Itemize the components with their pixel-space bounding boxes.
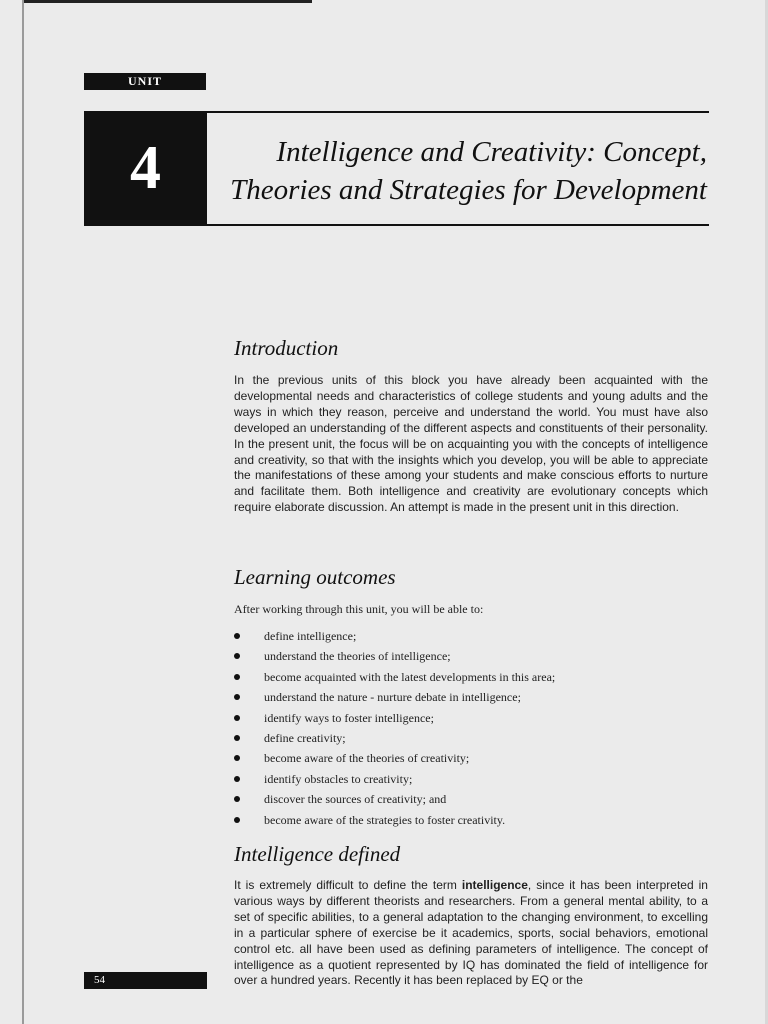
- bullet-icon: [234, 755, 240, 761]
- learning-outcomes-heading: Learning outcomes: [234, 565, 396, 589]
- bullet-icon: [234, 796, 240, 802]
- list-item-text: understand the nature - nurture debate in intelligence;: [264, 690, 521, 705]
- list-item: [234, 748, 708, 768]
- introduction-section: [234, 373, 708, 516]
- bullet-icon: [234, 653, 240, 659]
- learning-outcomes-lead: After working through this unit, you will be able to:: [234, 602, 484, 616]
- learning-outcomes-lead-wrap: [234, 602, 708, 618]
- list-item-text: discover the sources of creativity; and: [264, 792, 447, 807]
- bullet-icon: [234, 817, 240, 823]
- bullet-icon: [234, 633, 240, 639]
- list-item: [234, 789, 708, 809]
- intelligence-text-start: It is extremely difficult to define the term: [234, 878, 462, 892]
- title-rule-top: [207, 111, 709, 113]
- list-item-text: become aware of the theories of creativity;: [264, 751, 470, 766]
- list-item-text: understand the theories of intelligence;: [264, 649, 451, 664]
- list-item: [234, 769, 708, 789]
- bullet-icon: [234, 715, 240, 721]
- unit-label: UNIT: [84, 73, 206, 90]
- learning-outcomes-list: [234, 626, 708, 830]
- list-item: [234, 626, 708, 646]
- intelligence-bold-term: intelligence: [461, 878, 528, 892]
- list-item-text: become acquainted with the latest developments in this area;: [264, 669, 556, 684]
- list-item-text: identify ways to foster intelligence;: [264, 710, 434, 725]
- list-item: [234, 728, 708, 748]
- title-rule-bottom: [207, 224, 709, 226]
- title-line-2: Theories and Strategies for Development: [230, 174, 707, 206]
- page-title: [215, 133, 707, 209]
- introduction-text: In the previous units of this block you have already been acquainted with the developmental needs and characteristics of college students and young adults and the ways in which they reason, perceive and understand the world. You must have also developed an understanding of the different aspects and constituents of their personality. In the present unit, the focus will be on acquainting you with the concepts of intelligence and creativity, so that with the insights which you develop, you will be able to appreciate the manifestations of these among your students and make conscious efforts to nurture and facilitate them. Both intelligence and creativity are evolutionary concepts which require elaborate discussion. An attempt is made in the present unit in this direction.: [234, 373, 708, 515]
- page-edge-top: [22, 0, 312, 3]
- bullet-icon: [234, 776, 240, 782]
- unit-number: 4: [84, 111, 207, 226]
- bullet-icon: [234, 674, 240, 680]
- intelligence-defined-section: [234, 878, 708, 989]
- intelligence-defined-heading: Intelligence defined: [234, 842, 401, 866]
- list-item: [234, 687, 708, 707]
- list-item-text: define creativity;: [264, 730, 346, 745]
- title-line-1: Intelligence and Creativity: Concept,: [276, 136, 707, 168]
- intelligence-text-rest: , since it has been interpreted in various ways by different theorists and researchers. From a general mental ability, to a set of specific abilities, to a general adaptation to the changing environment, to excelling in a particular sphere of exercise be it academics, sports, social behaviors, emotional control etc. all have been used as defining parameters of intelligence. The concept of intelligence as a quotient represented by IQ has dominated the field of intelligence for over a hundred years. Recently it has been replaced by EQ or the: [234, 878, 708, 988]
- list-item: [234, 646, 708, 666]
- intelligence-defined-text: [234, 878, 708, 989]
- page-number: 54: [84, 972, 207, 989]
- list-item-text: define intelligence;: [264, 629, 357, 643]
- list-item-text: become aware of the strategies to foster creativity.: [264, 812, 506, 827]
- list-item-text: identify obstacles to creativity;: [264, 771, 413, 786]
- bullet-icon: [234, 735, 240, 741]
- introduction-heading: Introduction: [234, 336, 339, 360]
- list-item: [234, 810, 708, 830]
- list-item: [234, 708, 708, 728]
- bullet-icon: [234, 694, 240, 700]
- list-item: [234, 667, 708, 687]
- page-edge-left: [22, 0, 24, 1024]
